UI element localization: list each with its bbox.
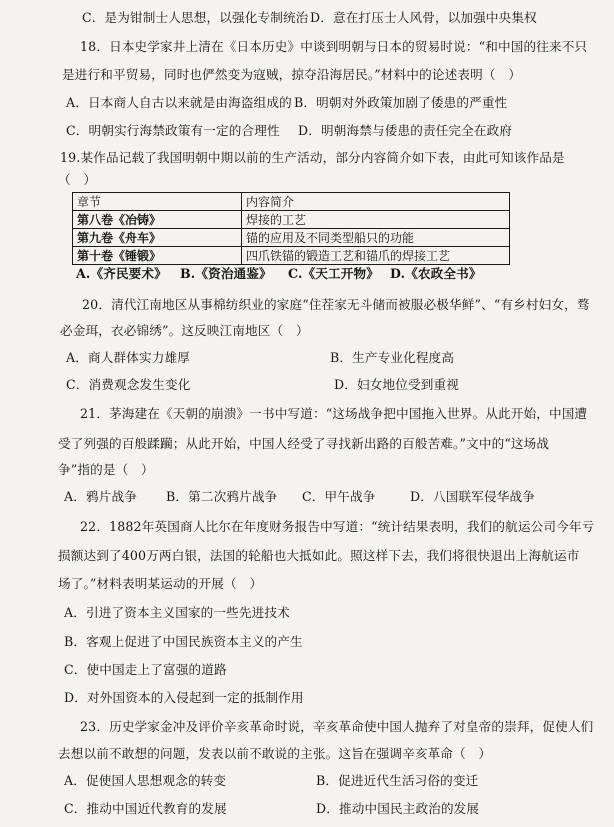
q19-option-d: D.《农政全书》 xyxy=(390,266,482,281)
q21-stem-line3: 争”指的是（ ） xyxy=(58,462,154,477)
q20-option-c: C．消费观念发生变化 xyxy=(66,377,191,392)
table-row xyxy=(73,247,510,265)
table-cell-chapter: 第九卷《舟车》 xyxy=(73,229,242,247)
q21-option-a: A．鸦片战争 xyxy=(64,489,137,504)
q23-option-d: D．推动中国民主政治的发展 xyxy=(316,801,480,816)
q23-option-c: C．推动中国近代教育的发展 xyxy=(64,801,227,816)
q20-option-a: A．商人群体实力雄厚 xyxy=(66,350,190,365)
q20-stem-line2: 必金珥，衣必锦绣”。这反映江南地区（ ） xyxy=(60,323,309,338)
q20-stem-line1: 20．清代江南地区从事棉纺织业的家庭“住茬家无斗储而被服必极华鲜”、“有乡村妇女，骛 xyxy=(82,297,590,312)
q23-stem-line2: 去想以前不敢想的问题，发表以前不敢说的主张。这旨在强调辛亥革命（ ） xyxy=(58,746,492,761)
q19-option-a: A.《齐民要术》 xyxy=(76,266,167,281)
table-cell-summary: 焊接的工艺 xyxy=(242,211,510,229)
q22-option-d: D．对外国资本的入侵起到一定的抵制作用 xyxy=(64,690,304,705)
q21-option-b: B．第二次鸦片战争 xyxy=(166,489,278,504)
q22-stem-line1: 22．1882年英国商人比尔在年度财务报告中写道：“统计结果表明，我们的航运公司今年亏 xyxy=(80,519,595,534)
q20-option-b: B．生产专业化程度高 xyxy=(330,350,455,365)
q21-stem-line2: 受了列强的百般蹂躏；从此开始，中国人经受了寻找新出路的百般苦难。”文中的“这场战 xyxy=(58,436,550,451)
q22-option-c: C．使中国走上了富强的道路 xyxy=(64,662,227,677)
q19-option-c: C.《天工开物》 xyxy=(288,266,379,281)
q19-content-table xyxy=(72,192,510,265)
q21-option-d: D．八国联军侵华战争 xyxy=(410,489,535,504)
table-cell-chapter: 第八卷《冶铸》 xyxy=(73,211,242,229)
table-header-chapter: 章节 xyxy=(73,193,242,211)
q19-option-b: B.《资治通鉴》 xyxy=(180,266,272,281)
q20-option-d: D．妇女地位受到重视 xyxy=(334,377,459,392)
table-header-row xyxy=(73,193,510,211)
table-row xyxy=(73,211,510,229)
q18-option-a: A．日本商人自古以来就是由海盗组成的 xyxy=(66,95,292,110)
q22-option-b: B．客观上促进了中国民族资本主义的产生 xyxy=(64,634,303,649)
q19-stem-line1: 19.某作品记载了我国明朝中期以前的生产活动，部分内容简介如下表，由此可知该作品是 xyxy=(60,150,565,165)
q18-stem-line1: 18．日本史学家井上清在《日本历史》中谈到明朝与日本的贸易时说：“和中国的往来不只 xyxy=(80,39,588,54)
q23-stem-line1: 23．历史学家金冲及评价辛亥革命时说，辛亥革命使中国人抛弃了对皇帝的崇拜，促使人们 xyxy=(80,719,594,734)
q21-option-c: C．甲午战争 xyxy=(302,489,376,504)
table-row xyxy=(73,229,510,247)
table-cell-summary: 四爪铁锚的锻造工艺和锚爪的焊接工艺 xyxy=(242,247,510,265)
q21-stem-line1: 21．茅海建在《天朝的崩溃》一书中写道：“这场战争把中国拖入世界。从此开始，中国遭 xyxy=(80,406,588,421)
table-cell-chapter: 第十卷《锤锻》 xyxy=(73,247,242,265)
q22-option-a: A．引进了资本主义国家的一些先进技术 xyxy=(64,605,290,620)
q22-stem-line3: 场了。”材料表明某运动的开展（ ） xyxy=(58,576,263,591)
q19-stem-line2: （ ） xyxy=(58,172,97,187)
q18-option-b: B．明朝对外政策加剧了倭患的严重性 xyxy=(294,95,508,110)
q18-option-d: D．明朝海禁与倭患的责任完全在政府 xyxy=(298,123,513,138)
q23-option-b: B．促进近代生活习俗的变迁 xyxy=(316,773,479,788)
q18-stem-line2: 是进行和平贸易，同时也俨然变为寇贼，掠夺沿海居民。”材料中的论述表明（ ） xyxy=(62,67,522,82)
table-cell-summary: 锚的应用及不同类型船只的功能 xyxy=(242,229,510,247)
q17-option-d: D．意在打压士人风骨，以加强中央集权 xyxy=(310,10,537,25)
table-header-summary: 内容简介 xyxy=(242,193,510,211)
q22-stem-line2: 损额达到了400万两白银，法国的轮船也大抵如此。照这样下去，我们将很快退出上海航运市 xyxy=(58,548,580,563)
q17-option-c: C．是为钳制士人思想，以强化专制统治 xyxy=(82,10,309,25)
q18-option-c: C．明朝实行海禁政策有一定的合理性 xyxy=(66,123,280,138)
q23-option-a: A．促使国人思想观念的转变 xyxy=(64,773,227,788)
